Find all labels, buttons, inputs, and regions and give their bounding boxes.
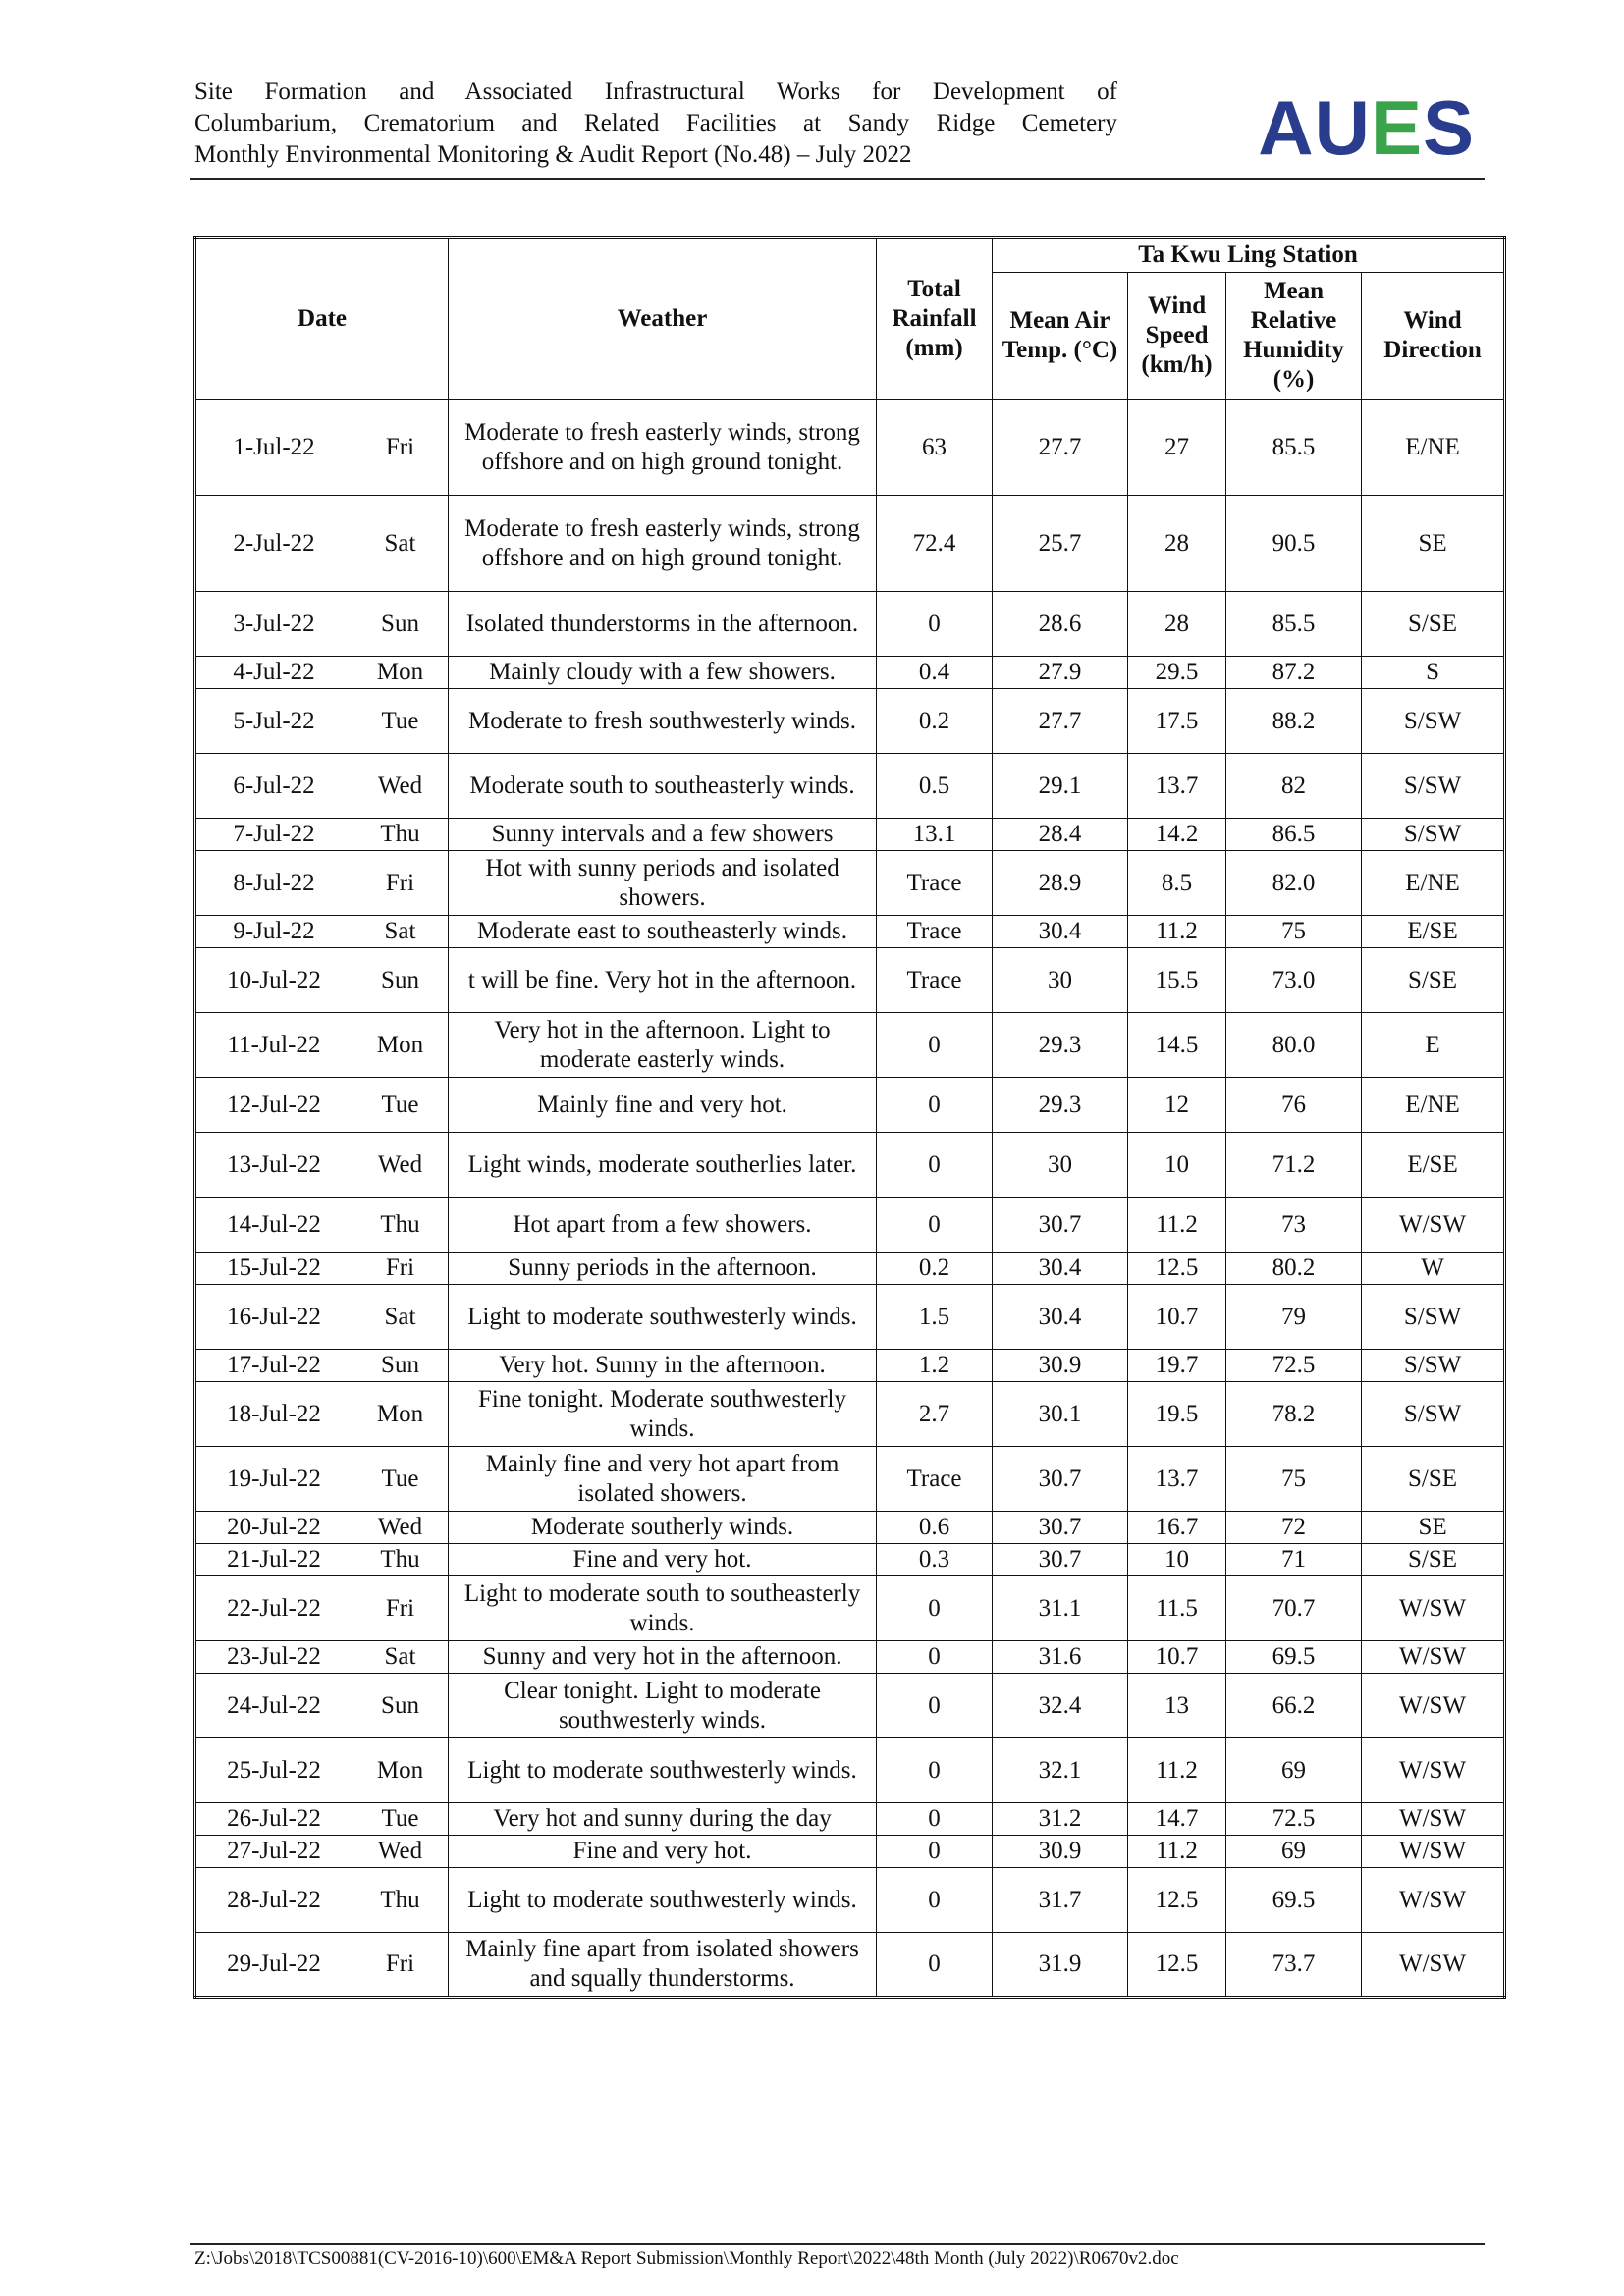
date-cell: 7-Jul-22 bbox=[195, 819, 352, 851]
rainfall-cell: 0.5 bbox=[877, 754, 993, 819]
temp-cell: 30 bbox=[993, 1133, 1128, 1198]
date-cell: 8-Jul-22 bbox=[195, 851, 352, 916]
wind-direction-cell: W/SW bbox=[1362, 1803, 1505, 1836]
day-cell: Fri bbox=[352, 1576, 449, 1641]
wind-direction-cell: S/SE bbox=[1362, 1544, 1505, 1576]
weather-cell: Clear tonight. Light to moderate southwesterly winds. bbox=[449, 1674, 877, 1738]
weather-cell: Light to moderate southwesterly winds. bbox=[449, 1285, 877, 1350]
temp-cell: 30.7 bbox=[993, 1544, 1128, 1576]
date-cell: 18-Jul-22 bbox=[195, 1382, 352, 1447]
rainfall-cell: 0 bbox=[877, 1641, 993, 1674]
date-cell: 19-Jul-22 bbox=[195, 1447, 352, 1512]
rainfall-cell: 1.2 bbox=[877, 1350, 993, 1382]
table-row bbox=[195, 851, 1505, 916]
table-row bbox=[195, 400, 1505, 496]
wind-speed-cell: 13.7 bbox=[1128, 754, 1226, 819]
humidity-cell: 79 bbox=[1226, 1285, 1362, 1350]
table-row bbox=[195, 1868, 1505, 1933]
humidity-cell: 75 bbox=[1226, 1447, 1362, 1512]
temp-cell: 30.4 bbox=[993, 916, 1128, 948]
date-cell: 2-Jul-22 bbox=[195, 496, 352, 592]
wind-speed-cell: 13 bbox=[1128, 1674, 1226, 1738]
wind-direction-cell: S/SW bbox=[1362, 819, 1505, 851]
humidity-cell: 69 bbox=[1226, 1738, 1362, 1803]
rainfall-cell: 13.1 bbox=[877, 819, 993, 851]
rainfall-cell: 0 bbox=[877, 1836, 993, 1868]
weather-cell: Light to moderate southwesterly winds. bbox=[449, 1868, 877, 1933]
date-cell: 6-Jul-22 bbox=[195, 754, 352, 819]
weather-cell: Moderate to fresh easterly winds, strong offshore and on high ground tonight. bbox=[449, 496, 877, 592]
rainfall-cell: 0 bbox=[877, 592, 993, 657]
humidity-cell: 73 bbox=[1226, 1198, 1362, 1253]
date-cell: 13-Jul-22 bbox=[195, 1133, 352, 1198]
day-cell: Thu bbox=[352, 1198, 449, 1253]
date-cell: 21-Jul-22 bbox=[195, 1544, 352, 1576]
date-cell: 25-Jul-22 bbox=[195, 1738, 352, 1803]
date-cell: 10-Jul-22 bbox=[195, 948, 352, 1013]
wind-direction-cell: S/SW bbox=[1362, 1382, 1505, 1447]
humidity-cell: 76 bbox=[1226, 1078, 1362, 1133]
day-cell: Sun bbox=[352, 1674, 449, 1738]
humidity-cell: 72 bbox=[1226, 1512, 1362, 1544]
wind-direction-cell: S/SW bbox=[1362, 1285, 1505, 1350]
table-body bbox=[195, 400, 1505, 1998]
weather-cell: Light winds, moderate southerlies later. bbox=[449, 1133, 877, 1198]
rainfall-cell: 0 bbox=[877, 1133, 993, 1198]
table-row bbox=[195, 1576, 1505, 1641]
rainfall-cell: 0 bbox=[877, 1803, 993, 1836]
wind-speed-cell: 16.7 bbox=[1128, 1512, 1226, 1544]
rainfall-cell: Trace bbox=[877, 851, 993, 916]
humidity-cell: 69 bbox=[1226, 1836, 1362, 1868]
table-row bbox=[195, 1198, 1505, 1253]
humidity-cell: 85.5 bbox=[1226, 592, 1362, 657]
table-row bbox=[195, 754, 1505, 819]
weather-cell: Very hot and sunny during the day bbox=[449, 1803, 877, 1836]
temp-cell: 28.6 bbox=[993, 592, 1128, 657]
table-row bbox=[195, 1512, 1505, 1544]
wind-direction-cell: S/SW bbox=[1362, 689, 1505, 754]
day-cell: Tue bbox=[352, 1803, 449, 1836]
table-row bbox=[195, 689, 1505, 754]
title-line-2: Columbarium, Crematorium and Related Facilities at Sandy Ridge Cemetery bbox=[194, 110, 1117, 136]
wind-direction-cell: S bbox=[1362, 657, 1505, 689]
footer-file-path: Z:\Jobs\2018\TCS00881(CV-2016-10)\600\EM&A Report Submission\Monthly Report\2022\48th Month (July 2022)\R0670v2.doc bbox=[194, 2248, 1179, 2269]
rainfall-cell: 0 bbox=[877, 1078, 993, 1133]
wind-direction-cell: W/SW bbox=[1362, 1641, 1505, 1674]
rainfall-cell: 0 bbox=[877, 1576, 993, 1641]
table-row bbox=[195, 819, 1505, 851]
rainfall-cell: 0 bbox=[877, 1198, 993, 1253]
wind-direction-cell: SE bbox=[1362, 496, 1505, 592]
humidity-cell: 69.5 bbox=[1226, 1868, 1362, 1933]
day-cell: Tue bbox=[352, 1078, 449, 1133]
wind-direction-cell: E/NE bbox=[1362, 1078, 1505, 1133]
rainfall-cell: 0 bbox=[877, 1868, 993, 1933]
day-cell: Wed bbox=[352, 1133, 449, 1198]
table-row bbox=[195, 1382, 1505, 1447]
wind-direction-cell: W/SW bbox=[1362, 1836, 1505, 1868]
weather-cell: Moderate to fresh southwesterly winds. bbox=[449, 689, 877, 754]
date-cell: 15-Jul-22 bbox=[195, 1253, 352, 1285]
humidity-cell: 73.7 bbox=[1226, 1933, 1362, 1998]
temp-cell: 27.7 bbox=[993, 689, 1128, 754]
table-row bbox=[195, 496, 1505, 592]
day-cell: Sat bbox=[352, 1285, 449, 1350]
header-weather: Weather bbox=[449, 238, 877, 400]
wind-speed-cell: 28 bbox=[1128, 592, 1226, 657]
table-row bbox=[195, 948, 1505, 1013]
date-cell: 17-Jul-22 bbox=[195, 1350, 352, 1382]
wind-speed-cell: 19.5 bbox=[1128, 1382, 1226, 1447]
day-cell: Sun bbox=[352, 592, 449, 657]
wind-direction-cell: S/SE bbox=[1362, 948, 1505, 1013]
rainfall-cell: 0.3 bbox=[877, 1544, 993, 1576]
humidity-cell: 85.5 bbox=[1226, 400, 1362, 496]
humidity-cell: 69.5 bbox=[1226, 1641, 1362, 1674]
temp-cell: 31.6 bbox=[993, 1641, 1128, 1674]
table-row bbox=[195, 1013, 1505, 1078]
temp-cell: 31.2 bbox=[993, 1803, 1128, 1836]
rainfall-cell: 0 bbox=[877, 1013, 993, 1078]
day-cell: Thu bbox=[352, 1868, 449, 1933]
wind-direction-cell: W bbox=[1362, 1253, 1505, 1285]
date-cell: 5-Jul-22 bbox=[195, 689, 352, 754]
rainfall-cell: 2.7 bbox=[877, 1382, 993, 1447]
weather-cell: Mainly fine apart from isolated showers and squally thunderstorms. bbox=[449, 1933, 877, 1998]
wind-direction-cell: S/SE bbox=[1362, 592, 1505, 657]
report-title bbox=[194, 77, 1117, 171]
wind-direction-cell: E/SE bbox=[1362, 916, 1505, 948]
humidity-cell: 71.2 bbox=[1226, 1133, 1362, 1198]
day-cell: Fri bbox=[352, 1933, 449, 1998]
humidity-cell: 80.0 bbox=[1226, 1013, 1362, 1078]
date-cell: 12-Jul-22 bbox=[195, 1078, 352, 1133]
wind-direction-cell: S/SW bbox=[1362, 754, 1505, 819]
weather-cell: Sunny periods in the afternoon. bbox=[449, 1253, 877, 1285]
wind-speed-cell: 14.2 bbox=[1128, 819, 1226, 851]
weather-cell: Hot apart from a few showers. bbox=[449, 1198, 877, 1253]
table-row bbox=[195, 916, 1505, 948]
header-temp: Mean Air Temp. (°C) bbox=[993, 273, 1128, 400]
title-line-3: Monthly Environmental Monitoring & Audit Report (No.48) – July 2022 bbox=[194, 141, 912, 168]
temp-cell: 30.1 bbox=[993, 1382, 1128, 1447]
weather-cell: Moderate southerly winds. bbox=[449, 1512, 877, 1544]
wind-speed-cell: 10 bbox=[1128, 1544, 1226, 1576]
date-cell: 9-Jul-22 bbox=[195, 916, 352, 948]
temp-cell: 30.4 bbox=[993, 1253, 1128, 1285]
wind-direction-cell: SE bbox=[1362, 1512, 1505, 1544]
rainfall-cell: 0 bbox=[877, 1933, 993, 1998]
wind-speed-cell: 10 bbox=[1128, 1133, 1226, 1198]
wind-speed-cell: 29.5 bbox=[1128, 657, 1226, 689]
table-row bbox=[195, 657, 1505, 689]
wind-speed-cell: 14.7 bbox=[1128, 1803, 1226, 1836]
table-row bbox=[195, 1803, 1505, 1836]
day-cell: Thu bbox=[352, 1544, 449, 1576]
wind-speed-cell: 17.5 bbox=[1128, 689, 1226, 754]
wind-direction-cell: W/SW bbox=[1362, 1576, 1505, 1641]
table-row bbox=[195, 1078, 1505, 1133]
wind-speed-cell: 10.7 bbox=[1128, 1641, 1226, 1674]
temp-cell: 30.9 bbox=[993, 1836, 1128, 1868]
day-cell: Tue bbox=[352, 1447, 449, 1512]
day-cell: Mon bbox=[352, 657, 449, 689]
temp-cell: 30 bbox=[993, 948, 1128, 1013]
wind-speed-cell: 10.7 bbox=[1128, 1285, 1226, 1350]
date-cell: 29-Jul-22 bbox=[195, 1933, 352, 1998]
day-cell: Wed bbox=[352, 754, 449, 819]
day-cell: Wed bbox=[352, 1512, 449, 1544]
weather-cell: Fine tonight. Moderate southwesterly winds. bbox=[449, 1382, 877, 1447]
weather-cell: Fine and very hot. bbox=[449, 1836, 877, 1868]
weather-cell: Hot with sunny periods and isolated showers. bbox=[449, 851, 877, 916]
rainfall-cell: Trace bbox=[877, 948, 993, 1013]
humidity-cell: 82.0 bbox=[1226, 851, 1362, 916]
humidity-cell: 87.2 bbox=[1226, 657, 1362, 689]
temp-cell: 32.1 bbox=[993, 1738, 1128, 1803]
date-cell: 3-Jul-22 bbox=[195, 592, 352, 657]
wind-direction-cell: W/SW bbox=[1362, 1868, 1505, 1933]
day-cell: Sat bbox=[352, 916, 449, 948]
wind-direction-cell: S/SE bbox=[1362, 1447, 1505, 1512]
page-header bbox=[194, 77, 1481, 179]
humidity-cell: 80.2 bbox=[1226, 1253, 1362, 1285]
table-row bbox=[195, 1253, 1505, 1285]
humidity-cell: 86.5 bbox=[1226, 819, 1362, 851]
rainfall-cell: 0.2 bbox=[877, 689, 993, 754]
humidity-cell: 70.7 bbox=[1226, 1576, 1362, 1641]
date-cell: 16-Jul-22 bbox=[195, 1285, 352, 1350]
header-humidity: Mean Relative Humidity (%) bbox=[1226, 273, 1362, 400]
table-row bbox=[195, 1447, 1505, 1512]
humidity-cell: 66.2 bbox=[1226, 1674, 1362, 1738]
temp-cell: 30.7 bbox=[993, 1512, 1128, 1544]
rainfall-cell: 0.2 bbox=[877, 1253, 993, 1285]
humidity-cell: 90.5 bbox=[1226, 496, 1362, 592]
date-cell: 28-Jul-22 bbox=[195, 1868, 352, 1933]
temp-cell: 27.7 bbox=[993, 400, 1128, 496]
date-cell: 27-Jul-22 bbox=[195, 1836, 352, 1868]
wind-direction-cell: W/SW bbox=[1362, 1738, 1505, 1803]
humidity-cell: 82 bbox=[1226, 754, 1362, 819]
day-cell: Mon bbox=[352, 1738, 449, 1803]
temp-cell: 30.7 bbox=[993, 1198, 1128, 1253]
day-cell: Sat bbox=[352, 1641, 449, 1674]
wind-speed-cell: 14.5 bbox=[1128, 1013, 1226, 1078]
wind-speed-cell: 12.5 bbox=[1128, 1253, 1226, 1285]
day-cell: Fri bbox=[352, 1253, 449, 1285]
header-divider bbox=[190, 178, 1485, 180]
wind-direction-cell: E/SE bbox=[1362, 1133, 1505, 1198]
rainfall-cell: 1.5 bbox=[877, 1285, 993, 1350]
temp-cell: 31.9 bbox=[993, 1933, 1128, 1998]
table-row bbox=[195, 1674, 1505, 1738]
weather-cell: Mainly fine and very hot. bbox=[449, 1078, 877, 1133]
weather-cell: Very hot in the afternoon. Light to moderate easterly winds. bbox=[449, 1013, 877, 1078]
rainfall-cell: 0.6 bbox=[877, 1512, 993, 1544]
rainfall-cell: Trace bbox=[877, 1447, 993, 1512]
aues-logo: AUES bbox=[1258, 84, 1475, 171]
weather-cell: t will be fine. Very hot in the afternoon. bbox=[449, 948, 877, 1013]
header-wind-direction: Wind Direction bbox=[1362, 273, 1505, 400]
wind-speed-cell: 12.5 bbox=[1128, 1868, 1226, 1933]
wind-speed-cell: 13.7 bbox=[1128, 1447, 1226, 1512]
wind-direction-cell: S/SW bbox=[1362, 1350, 1505, 1382]
weather-cell: Mainly fine and very hot apart from isolated showers. bbox=[449, 1447, 877, 1512]
humidity-cell: 88.2 bbox=[1226, 689, 1362, 754]
temp-cell: 30.9 bbox=[993, 1350, 1128, 1382]
humidity-cell: 73.0 bbox=[1226, 948, 1362, 1013]
header-station: Ta Kwu Ling Station bbox=[993, 238, 1505, 273]
wind-direction-cell: W/SW bbox=[1362, 1674, 1505, 1738]
table-row bbox=[195, 1836, 1505, 1868]
temp-cell: 32.4 bbox=[993, 1674, 1128, 1738]
temp-cell: 30.7 bbox=[993, 1447, 1128, 1512]
date-cell: 14-Jul-22 bbox=[195, 1198, 352, 1253]
wind-speed-cell: 12.5 bbox=[1128, 1933, 1226, 1998]
rainfall-cell: 72.4 bbox=[877, 496, 993, 592]
wind-direction-cell: W/SW bbox=[1362, 1933, 1505, 1998]
header-wind-speed: Wind Speed (km/h) bbox=[1128, 273, 1226, 400]
title-line-1: Site Formation and Associated Infrastructural Works for Development of bbox=[194, 79, 1117, 105]
wind-direction-cell: E/NE bbox=[1362, 851, 1505, 916]
wind-speed-cell: 11.5 bbox=[1128, 1576, 1226, 1641]
weather-cell: Mainly cloudy with a few showers. bbox=[449, 657, 877, 689]
weather-table bbox=[193, 236, 1506, 1999]
wind-direction-cell: W/SW bbox=[1362, 1198, 1505, 1253]
rainfall-cell: Trace bbox=[877, 916, 993, 948]
table-row bbox=[195, 592, 1505, 657]
date-cell: 26-Jul-22 bbox=[195, 1803, 352, 1836]
day-cell: Fri bbox=[352, 851, 449, 916]
table-row bbox=[195, 1350, 1505, 1382]
weather-cell: Isolated thunderstorms in the afternoon. bbox=[449, 592, 877, 657]
table-row bbox=[195, 1133, 1505, 1198]
weather-cell: Moderate to fresh easterly winds, strong offshore and on high ground tonight. bbox=[449, 400, 877, 496]
header-rainfall: Total Rainfall (mm) bbox=[877, 238, 993, 400]
wind-speed-cell: 27 bbox=[1128, 400, 1226, 496]
wind-speed-cell: 12 bbox=[1128, 1078, 1226, 1133]
date-cell: 22-Jul-22 bbox=[195, 1576, 352, 1641]
header-date: Date bbox=[195, 238, 449, 400]
temp-cell: 30.4 bbox=[993, 1285, 1128, 1350]
day-cell: Sun bbox=[352, 1350, 449, 1382]
day-cell: Sat bbox=[352, 496, 449, 592]
date-cell: 24-Jul-22 bbox=[195, 1674, 352, 1738]
day-cell: Fri bbox=[352, 400, 449, 496]
table-row bbox=[195, 1285, 1505, 1350]
day-cell: Tue bbox=[352, 689, 449, 754]
temp-cell: 31.7 bbox=[993, 1868, 1128, 1933]
temp-cell: 28.4 bbox=[993, 819, 1128, 851]
date-cell: 1-Jul-22 bbox=[195, 400, 352, 496]
temp-cell: 28.9 bbox=[993, 851, 1128, 916]
date-cell: 23-Jul-22 bbox=[195, 1641, 352, 1674]
wind-speed-cell: 19.7 bbox=[1128, 1350, 1226, 1382]
temp-cell: 27.9 bbox=[993, 657, 1128, 689]
day-cell: Mon bbox=[352, 1382, 449, 1447]
weather-cell: Light to moderate southwesterly winds. bbox=[449, 1738, 877, 1803]
weather-cell: Moderate east to southeasterly winds. bbox=[449, 916, 877, 948]
rainfall-cell: 0.4 bbox=[877, 657, 993, 689]
wind-direction-cell: E/NE bbox=[1362, 400, 1505, 496]
table-row bbox=[195, 1641, 1505, 1674]
temp-cell: 25.7 bbox=[993, 496, 1128, 592]
humidity-cell: 72.5 bbox=[1226, 1350, 1362, 1382]
weather-cell: Fine and very hot. bbox=[449, 1544, 877, 1576]
footer-divider bbox=[190, 2243, 1485, 2245]
day-cell: Wed bbox=[352, 1836, 449, 1868]
wind-speed-cell: 15.5 bbox=[1128, 948, 1226, 1013]
date-cell: 4-Jul-22 bbox=[195, 657, 352, 689]
humidity-cell: 71 bbox=[1226, 1544, 1362, 1576]
day-cell: Mon bbox=[352, 1013, 449, 1078]
weather-cell: Moderate south to southeasterly winds. bbox=[449, 754, 877, 819]
rainfall-cell: 0 bbox=[877, 1674, 993, 1738]
humidity-cell: 72.5 bbox=[1226, 1803, 1362, 1836]
rainfall-cell: 63 bbox=[877, 400, 993, 496]
rainfall-cell: 0 bbox=[877, 1738, 993, 1803]
day-cell: Thu bbox=[352, 819, 449, 851]
temp-cell: 29.3 bbox=[993, 1078, 1128, 1133]
table-row bbox=[195, 1933, 1505, 1998]
temp-cell: 31.1 bbox=[993, 1576, 1128, 1641]
humidity-cell: 78.2 bbox=[1226, 1382, 1362, 1447]
weather-cell: Sunny intervals and a few showers bbox=[449, 819, 877, 851]
wind-speed-cell: 11.2 bbox=[1128, 916, 1226, 948]
date-cell: 11-Jul-22 bbox=[195, 1013, 352, 1078]
wind-speed-cell: 8.5 bbox=[1128, 851, 1226, 916]
wind-direction-cell: E bbox=[1362, 1013, 1505, 1078]
humidity-cell: 75 bbox=[1226, 916, 1362, 948]
wind-speed-cell: 28 bbox=[1128, 496, 1226, 592]
table-row bbox=[195, 1544, 1505, 1576]
date-cell: 20-Jul-22 bbox=[195, 1512, 352, 1544]
weather-cell: Sunny and very hot in the afternoon. bbox=[449, 1641, 877, 1674]
wind-speed-cell: 11.2 bbox=[1128, 1198, 1226, 1253]
day-cell: Sun bbox=[352, 948, 449, 1013]
wind-speed-cell: 11.2 bbox=[1128, 1836, 1226, 1868]
temp-cell: 29.3 bbox=[993, 1013, 1128, 1078]
weather-cell: Light to moderate south to southeasterly winds. bbox=[449, 1576, 877, 1641]
weather-cell: Very hot. Sunny in the afternoon. bbox=[449, 1350, 877, 1382]
temp-cell: 29.1 bbox=[993, 754, 1128, 819]
table-row bbox=[195, 1738, 1505, 1803]
wind-speed-cell: 11.2 bbox=[1128, 1738, 1226, 1803]
